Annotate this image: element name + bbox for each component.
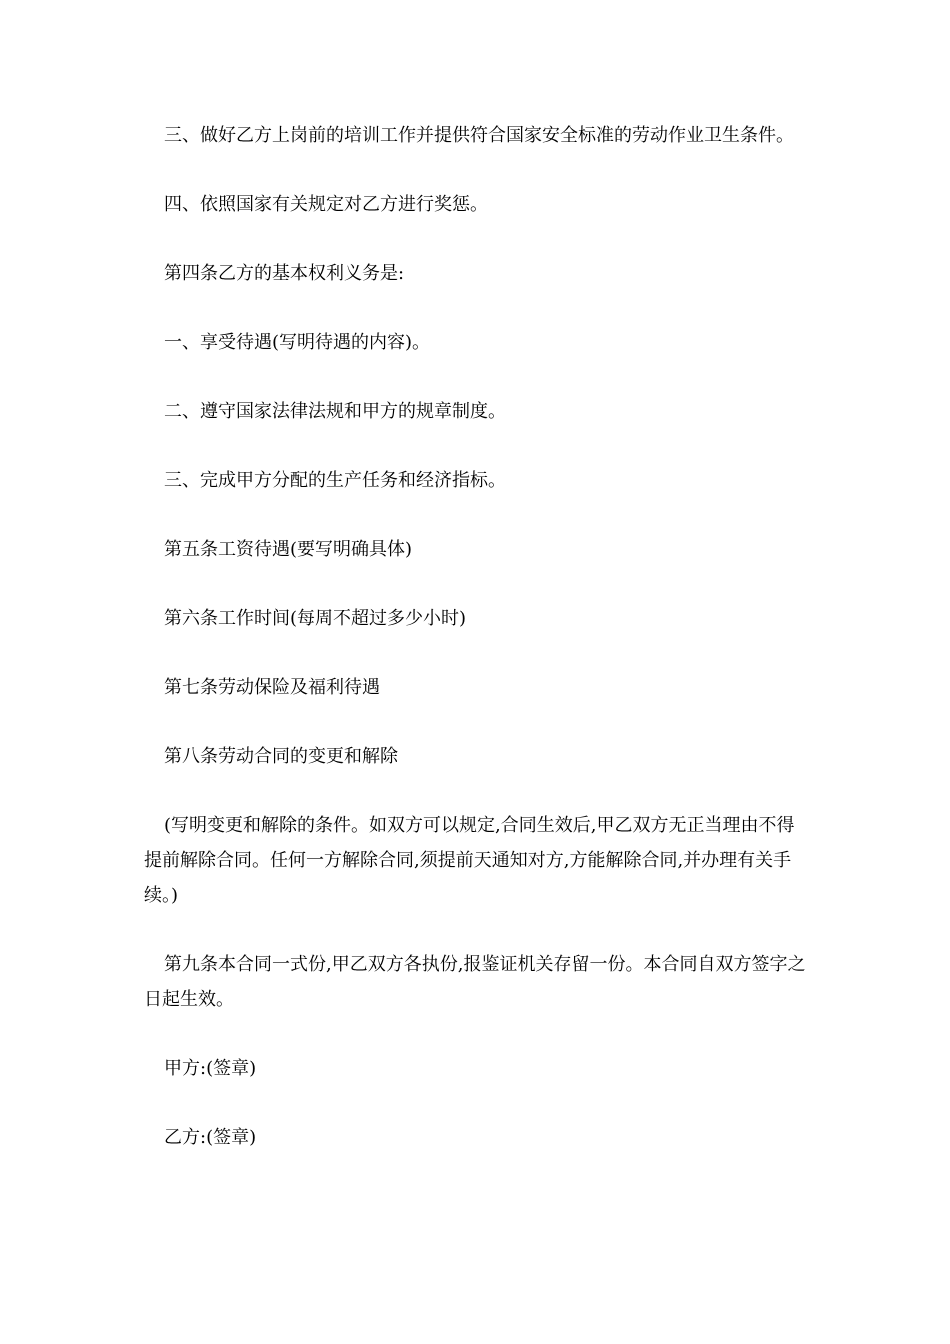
article-8-heading: 第八条劳动合同的变更和解除 [164,746,398,767]
article-8-details: (写明变更和解除的条件。如双方可以规定,合同生效后,甲乙双方无正当理由不得提前解除合同。任何一方解除合同,须提前天通知对方,方能解除合同,并办理有关手续。) [144,815,795,906]
clause-4-rewards: 四、依照国家有关规定对乙方进行奖惩。 [164,194,488,215]
article-4-heading: 第四条乙方的基本权利义务是: [164,263,405,284]
article-9-copies: 第九条本合同一式份,甲乙双方各执份,报鉴证机关存留一份。本合同自双方签字之日起生效。 [144,954,806,1010]
article-4-item-1: 一、享受待遇(写明待遇的内容)。 [164,332,431,353]
party-b-signature: 乙方:(签章) [164,1127,257,1148]
article-4-item-3: 三、完成甲方分配的生产任务和经济指标。 [164,470,506,491]
document-body [144,118,808,1189]
article-7-insurance: 第七条劳动保险及福利待遇 [164,677,380,698]
article-4-item-2: 二、遵守国家法律法规和甲方的规章制度。 [164,401,506,422]
party-a-signature: 甲方:(签章) [164,1058,257,1079]
clause-3-training: 三、做好乙方上岗前的培训工作并提供符合国家安全标准的劳动作业卫生条件。 [164,125,794,146]
article-5-salary: 第五条工资待遇(要写明确具体) [164,539,413,560]
article-6-working-hours: 第六条工作时间(每周不超过多少小时) [164,608,467,629]
